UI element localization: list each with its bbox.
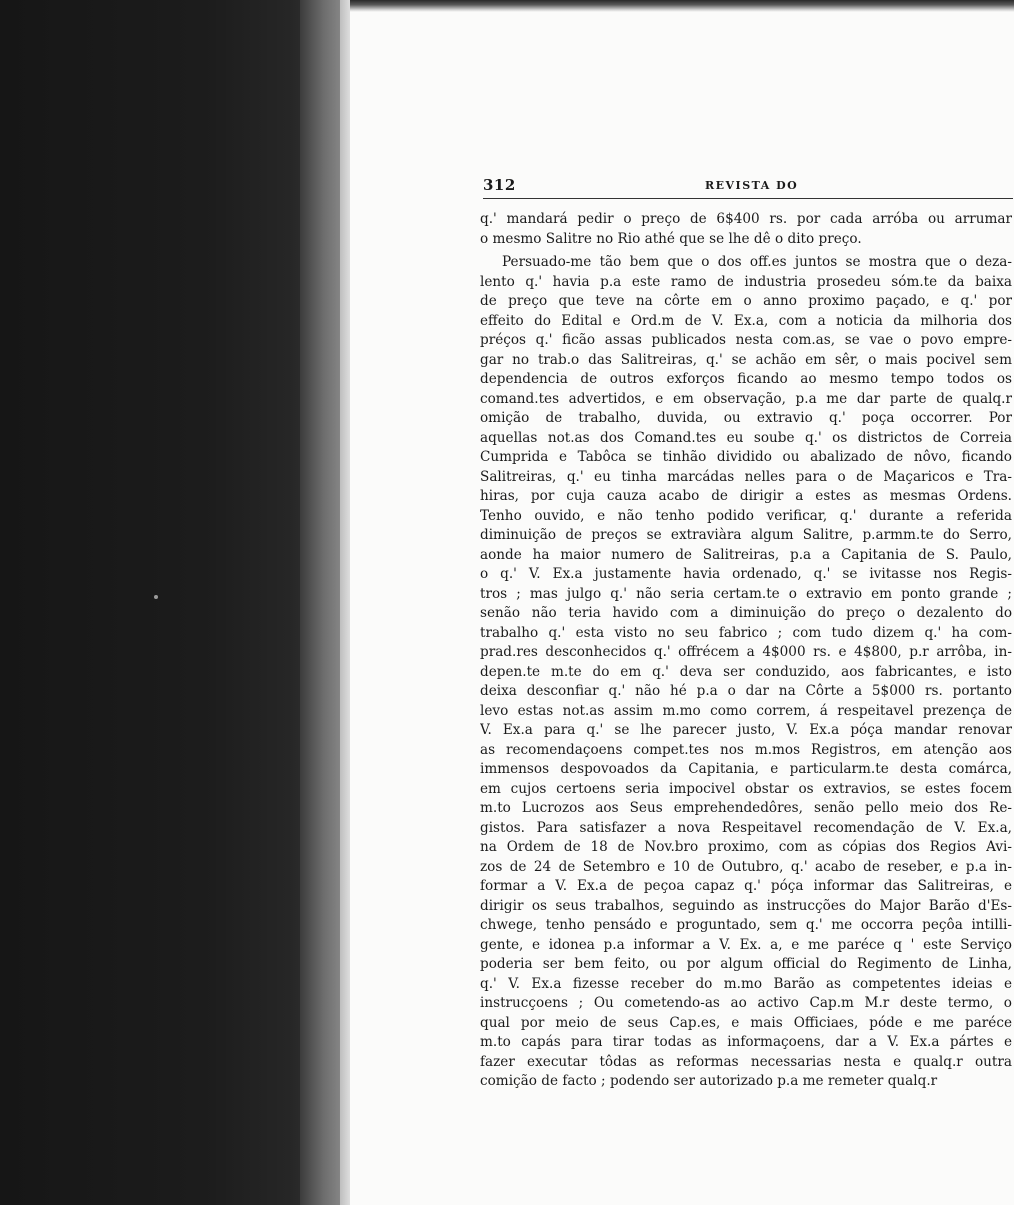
text-line: qual por meio de seus Cap.es, e mais Officiaes, póde e me paréce [480,1014,1012,1031]
text-line: Cumprida e Tabôca se tinhão dividido ou abalizado de nôvo, ficando [480,449,1012,465]
text-line: q.' V. Ex.a fizesse receber do m.mo Barão as competentes ideias e [480,975,1012,992]
text-line: o mesmo Salitre no Rio athé que se lhe dê o dito preço. [480,230,862,247]
text-line: lento q.' havia p.a este ramo de industria prosedeu sóm.te da baixa [480,273,1012,290]
text-line: gistos. Para satisfazer a nova Respeitavel recomendação de V. Ex.a, [480,819,1012,836]
text-line: q.' mandará pedir o preço de 6$400 rs. por cada arróba ou arrumar [480,211,1012,227]
running-head [483,176,1013,198]
text-line: m.to capás para tirar todas as informaçoens, dar a V. Ex.a pártes e [480,1034,1012,1050]
text-line: formar a V. Ex.a de peçoa capaz q.' póça informar das Salitreiras, e [480,878,1012,894]
text-line: zos de 24 de Setembro e 10 de Outubro, q.' acabo de reseber, e p.a in- [480,858,1012,875]
text-line: immensos despovoados da Capitania, e particularm.te desta comárca, [480,761,1012,777]
text-line: trabalho q.' esta visto no seu fabrico ; com tudo dizem q.' ha com- [480,624,1012,641]
text-line: fazer executar tôdas as reformas necessarias nesta e qualq.r outra [480,1053,1012,1070]
body-text [480,210,1012,1092]
scan-background [0,0,340,1205]
text-line: préços q.' ficão assas publicados nesta com.as, se vae o povo empre- [480,332,1012,348]
text-line: depen.te m.te do em q.' deva ser conduzido, aos fabricantes, e isto [480,663,1012,680]
text-line: o q.' V. Ex.a justamente havia ordenado, q.' se ivitasse nos Regis- [480,566,1012,582]
text-line: aquellas not.as dos Comand.tes eu soube q.' os districtos de Correia [480,429,1012,446]
text-line: comand.tes advertidos, e em observação, p.a me dar parte de qualq.r [480,390,1012,407]
text-line: V. Ex.a para q.' se lhe parecer justo, V. Ex.a póça mandar renovar [480,722,1012,738]
text-line: hiras, por cuja cauza acabo de dirigir a estes as mesmas Ordens. [480,488,1012,504]
page-number: 312 [483,176,516,194]
text-line: m.to Lucrozos aos Seus emprehendedôres, senão pello meio dos Re- [480,800,1012,816]
text-line: omição de trabalho, duvida, ou extravio q.' poça occorrer. Por [480,410,1012,426]
text-line: senão não teria havido com a diminuição do preço o dezalento do [480,605,1012,621]
text-line: tros ; mas julgo q.' não seria certam.te o extravio em ponto grande ; [480,585,1012,602]
text-line: levo estas not.as assim m.mo como correm, á respeitavel prezença de [480,702,1012,719]
text-line: as recomendaçoens compet.tes nos m.mos Registros, em atenção aos [480,741,1012,758]
text-line: Tenho ouvido, e não tenho podido verificar, q.' durante a referida [480,507,1012,524]
text-line: comição de facto ; podendo ser autorizado p.a me remeter qualq.r [480,1073,938,1089]
text-line: em cujos certoens seria impocivel obstar os extravios, se estes focem [480,780,1012,797]
text-line: gar no trab.o das Salitreiras, q.' se achão em sêr, o mais pocivel sem [480,351,1012,368]
text-line: dirigir os seus trabalhos, seguindo as instrucções do Major Barão d'Es- [480,897,1012,914]
header-rule [483,198,1013,199]
text-line: poderia ser bem feito, ou por algum official do Regimento de Linha, [480,956,1012,972]
text-line: aonde ha maior numero de Salitreiras, p.a a Capitania de S. Paulo, [480,546,1012,563]
journal-title: REVISTA DO [705,179,799,192]
text-line: na Ordem de 18 de Nov.bro proximo, com as cópias dos Regios Avi- [480,839,1012,855]
text-line: Salitreiras, q.' eu tinha marcádas nelles para o de Maçaricos e Tra- [480,468,1012,485]
text-line: effeito do Edital e Ord.m de V. Ex.a, com a noticia da milhoria dos [480,312,1012,329]
text-line: deixa desconfiar q.' não hé p.a o dar na Côrte a 5$000 rs. portanto [480,683,1012,699]
text-line: de preço que teve na côrte em o anno proximo paçado, e q.' por [480,293,1012,309]
page-top-edge [350,0,1014,12]
text-line: chwege, tenho pensádo e proguntado, sem q.' me occorra peçôa intilli- [480,917,1012,933]
text-line: dependencia de outros exforços ficando ao mesmo tempo todos os [480,371,1012,387]
text-line: instrucçoens ; Ou cometendo-as ao activo Cap.m M.r deste termo, o [480,995,1012,1011]
scan-speck [154,595,158,599]
text-line: Persuado-me tão bem que o dos off.es juntos se mostra que o deza- [502,254,1012,270]
text-line: prad.res desconhecidos q.' offrécem a 4$000 rs. e 4$800, p.r arrôba, in- [480,644,1012,660]
text-line: gente, e idonea p.a informar a V. Ex. a, e me paréce q ' este Serviço [480,936,1012,953]
text-line: diminuição de preços se extraviàra algum Salitre, p.armm.te do Serro, [480,527,1012,543]
